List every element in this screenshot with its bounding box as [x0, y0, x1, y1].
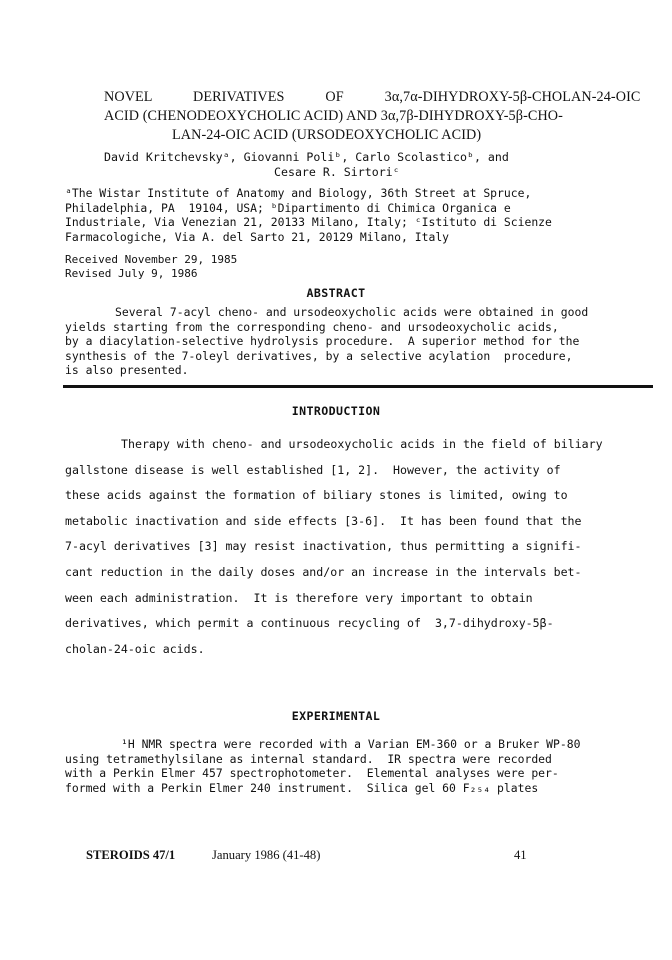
- affiliation-line-2: Philadelphia, PA 19104, USA; ᵇDipartimento di Chimica Organica e: [65, 200, 511, 215]
- abstract-body: [65, 305, 645, 378]
- abstract-line: Several 7-acyl cheno- and ursodeoxycholic acids were obtained in good: [115, 305, 589, 319]
- author-list: [104, 150, 574, 180]
- experimental-line: ¹H NMR spectra were recorded with a Varian EM-360 or a Bruker WP-80: [121, 737, 581, 751]
- affiliations: [65, 186, 625, 244]
- experimental-heading: EXPERIMENTAL: [291, 709, 381, 723]
- introduction-line: ween each administration. It is therefore very important to obtain: [65, 590, 533, 605]
- introduction-line: cholan-24-oic acids.: [65, 641, 205, 656]
- introduction-line: these acids against the formation of biliary stones is limited, owing to: [65, 488, 568, 503]
- article-title: [96, 88, 641, 145]
- affiliation-line-4: Farmacologiche, Via A. del Sarto 21, 20129 Milano, Italy: [65, 229, 450, 244]
- title-line-1: NOVEL DERIVATIVES OF 3α,7α-DIHYDROXY-5β-CHOLAN-24-OIC: [104, 89, 641, 105]
- experimental-line: with a Perkin Elmer 457 spectrophotometer. Elemental analyses were per-: [65, 766, 559, 780]
- introduction-line: 7-acyl derivatives [3] may resist inactivation, thus permitting a signifi-: [65, 539, 582, 554]
- abstract-line: is also presented.: [65, 363, 189, 377]
- abstract-line: synthesis of the 7-oleyl derivatives, by a selective acylation procedure,: [65, 348, 573, 363]
- affiliation-line-1: ᵃThe Wistar Institute of Anatomy and Biology, 36th Street at Spruce,: [65, 186, 532, 200]
- section-divider: [63, 385, 653, 388]
- introduction-line: derivatives, which permit a continuous recycling of 3,7-dihydroxy-5β-: [65, 616, 554, 631]
- issue-date: January 1986 (41-48): [212, 848, 321, 862]
- experimental-body: [65, 737, 655, 795]
- title-line-3: LAN-24-OIC ACID (URSODEOXYCHOLIC ACID): [172, 127, 482, 143]
- page-number: 41: [514, 848, 527, 862]
- journal-citation: STEROIDS 47/1: [86, 848, 176, 862]
- introduction-heading: INTRODUCTION: [291, 404, 381, 418]
- introduction-line: Therapy with cheno- and ursodeoxycholic acids in the field of biliary: [121, 437, 603, 451]
- introduction-line: gallstone disease is well established [1, 2]. However, the activity of: [65, 462, 561, 477]
- introduction-line: cant reduction in the daily doses and/or an increase in the intervals bet-: [65, 564, 582, 579]
- abstract-line: yields starting from the corresponding cheno- and ursodeoxycholic acids,: [65, 319, 559, 334]
- abstract-heading: ABSTRACT: [306, 286, 366, 300]
- abstract-line: by a diacylation-selective hydrolysis procedure. A superior method for the: [65, 334, 580, 348]
- experimental-line: using tetramethylsilane as internal standard. IR spectra were recorded: [65, 751, 552, 766]
- revised-date: Revised July 9, 1986: [65, 267, 198, 280]
- submission-dates: [65, 253, 365, 281]
- authors-line-2: Cesare R. Sirtoriᶜ: [274, 165, 400, 179]
- experimental-line: formed with a Perkin Elmer 240 instrument. Silica gel 60 F₂₅₄ plates: [65, 780, 539, 795]
- received-date: Received November 29, 1985: [65, 253, 238, 266]
- authors-line-1: David Kritchevskyᵃ, Giovanni Poliᵇ, Carlo Scolasticoᵇ, and: [104, 150, 509, 164]
- introduction-body: [65, 432, 655, 662]
- introduction-line: metabolic inactivation and side effects [3-6]. It has been found that the: [65, 513, 582, 528]
- title-line-2: ACID (CHENODEOXYCHOLIC ACID) AND 3α,7β-DIHYDROXY-5β-CHO-: [104, 108, 563, 124]
- affiliation-line-3: Industriale, Via Venezian 21, 20133 Milano, Italy; ᶜIstituto di Scienze: [65, 215, 552, 229]
